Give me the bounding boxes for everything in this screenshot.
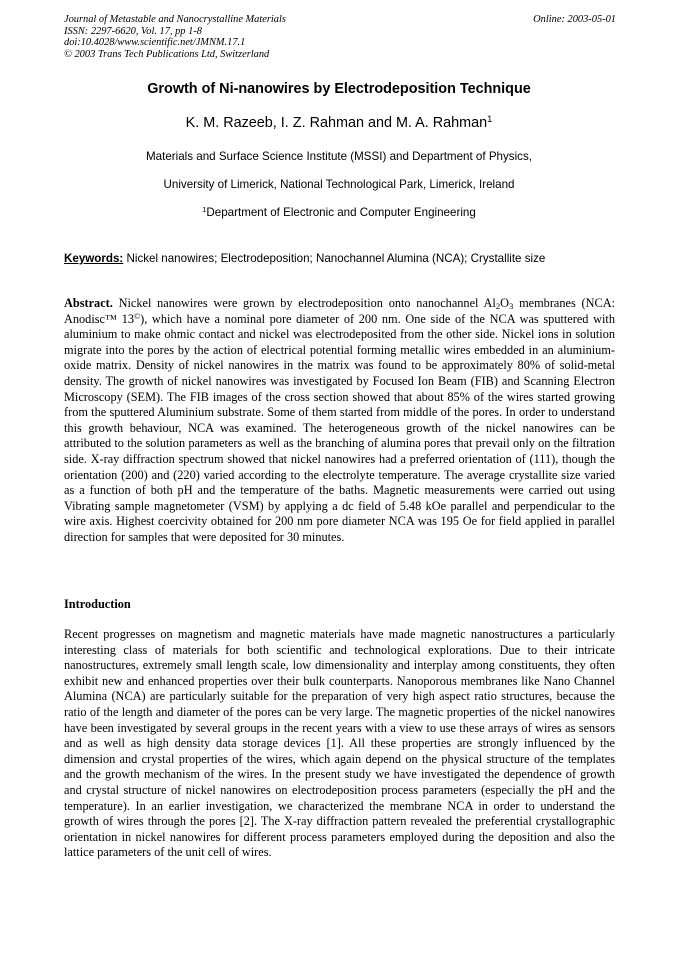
abstract-paragraph	[64, 296, 615, 546]
online-date: Online: 2003-05-01	[533, 14, 616, 25]
journal-name: Journal of Metastable and Nanocrystalline Materials	[64, 14, 286, 25]
abstract-copyright-mark: ©	[134, 311, 141, 321]
author-list	[0, 115, 678, 131]
abstract-label: Abstract.	[64, 296, 113, 310]
affiliation-line-2: University of Limerick, National Technological Park, Limerick, Ireland	[163, 178, 515, 191]
paper-title: Growth of Ni-nanowires by Electrodeposition Technique	[147, 81, 531, 97]
keywords-text: Nickel nanowires; Electrodeposition; Nanochannel Alumina (NCA); Crystallite size	[123, 252, 546, 265]
doi-line: doi:10.4028/www.scientific.net/JMNM.17.1	[64, 37, 246, 49]
affiliation-mark: 1	[202, 204, 207, 214]
abstract-text-1: Nickel nanowires were grown by electrodeposition onto nanochannel Al	[112, 296, 496, 310]
author-names: K. M. Razeeb, I. Z. Rahman and M. A. Rahman	[185, 115, 488, 131]
abstract-text-2: O	[500, 296, 510, 310]
issn-line: ISSN: 2297-6620, Vol. 17, pp 1-8	[64, 25, 202, 37]
affiliation-line-1: Materials and Surface Science Institute (MSSI) and Department of Physics,	[146, 150, 532, 163]
keywords-label: Keywords:	[64, 252, 124, 265]
abstract-subscript-2: 2	[495, 301, 501, 312]
introduction-paragraph: Recent progresses on magnetism and magnetic materials have made magnetic nanostructures a particularly interesting class of materials for both scientific and technological explorations. Due to their intricate nanostructures, extremely small length scale, low dimensionality and interplay among constituents, they often exhibit new and enhanced properties over their bulk counterparts. Nanoporous membranes like Nano Channel Alumina (NCA) are particularly suitable for the preparation of very high aspect ratio structures, because the ratio of the length and diameter of the pores can be very large. The magnetic properties of the nickel nanowires have been investigated by several groups in the recent years with a view to use these arrays of wires as sensors and as well as high density data storage devices [1]. All these properties are strongly influenced by the dimension and crystal properties of the wires, which again depend on the physical structure of the templates and the growth mechanism of the wires. In the present study we have investigated the dependence of growth and crystal structure of nickel nanowires on electrodeposition process parameters (especially the pH and the temperature). In an earlier investigation, we characterized the membrane NCA in order to understand the growth of wires through the pores [2]. The X-ray diffraction pattern revealed the preferential crystallographic orientation in nickel nanowires for different process parameters employed during the deposition and also the lattice parameters of the unit cell of wires.	[64, 627, 615, 860]
affiliation-line-3	[0, 206, 678, 219]
affiliation-dept: Department of Electronic and Computer Engineering	[206, 206, 476, 219]
abstract-text-3: membranes (NCA: Anodisc™ 13	[64, 296, 615, 326]
copyright-line: © 2003 Trans Tech Publications Ltd, Switzerland	[64, 48, 270, 60]
journal-header	[64, 14, 616, 60]
author-affiliation-mark: 1	[487, 113, 493, 124]
keywords	[64, 252, 616, 265]
introduction-heading: Introduction	[64, 597, 131, 611]
abstract-text-4: ), which have a nominal pore diameter of 200 nm. One side of the NCA was sputtered with aluminium to make ohmic contact and nickel was electrodeposited from the other side. Nickel ions in solution migrate into the pores by the action of electrical potential forming metallic wires embedded in an aluminium-oxide matrix. Density of nickel nanowires in the matrix was found to be approximately 80% of solid-metal density. The growth of nickel nanowires was investigated by Focused Ion Beam (FIB) and Scanning Electron Microscopy (SEM). The FIB images of the cross section showed that about 85% of the wires started growing from the sputtered Aluminium substrate. Some of them started from middle of the pores. In order to understand this growth behaviour, NCA was examined. The heterogeneous growth of the nickel nanowires can be attributed to the solution parameters as well as the branching of alumina pores that prevail only on the filtration side. X-ray diffraction spectrum showed that nickel nanowires had a preferred orientation of (111), though the orientation (200) and (220) varied according to the electrolyte temperature. The average crystallite size varied as a function of both pH and the temperature of the baths. Magnetic measurements were carried out using Vibrating sample magnetometer (VSM) by applying a dc field of 5.48 kOe parallel and perpendicular to the wire axis. Highest coercivity obtained for 200 nm pore diameter NCA was 195 Oe for field applied in parallel direction for samples that were deposited for 30 minutes.	[64, 311, 615, 544]
abstract-subscript-3: 3	[509, 301, 514, 312]
